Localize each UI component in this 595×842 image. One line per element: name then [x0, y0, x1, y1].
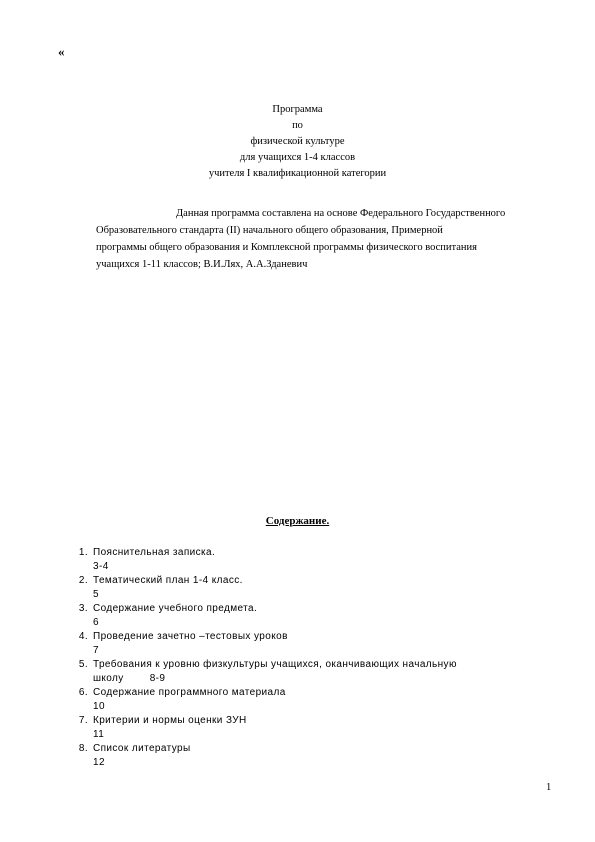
program-title	[0, 102, 595, 182]
toc-item-number: 3.	[78, 603, 88, 614]
toc-item-page: 7	[93, 645, 99, 656]
toc-item	[70, 742, 540, 770]
toc-item-title-part: школу	[93, 673, 124, 684]
toc-item-number: 4.	[78, 631, 88, 642]
quote-mark: «	[58, 44, 65, 59]
toc-item-title: Требования к уровню физкультуры учащихся, оканчивающих начальную	[93, 659, 457, 670]
toc-item	[70, 658, 540, 686]
toc-item-number: 1.	[78, 547, 88, 558]
toc-item-number: 6.	[78, 687, 88, 698]
title-line: для учащихся 1-4 классов	[239, 152, 356, 163]
title-line: по	[292, 120, 303, 131]
toc-item-number: 8.	[78, 743, 88, 754]
toc-item	[70, 686, 540, 714]
title-line: физической культуре	[250, 136, 345, 147]
toc-item-page: 11	[93, 729, 105, 740]
page-number: 1	[546, 782, 552, 793]
toc-item-number: 2.	[78, 575, 88, 586]
toc-item	[70, 602, 540, 630]
toc-item-number: 7.	[78, 715, 88, 726]
toc-item-page: 5	[93, 589, 99, 600]
paragraph-line: Данная программа составлена на основе Федерального Государственного	[176, 208, 506, 219]
toc-item-page: 10	[93, 701, 105, 712]
title-line: учителя I квалификационной категории	[208, 168, 387, 179]
basis-paragraph	[96, 205, 556, 273]
toc-item-page: 3-4	[93, 561, 109, 572]
toc-item	[70, 630, 540, 658]
toc-item-page: 8-9	[149, 673, 166, 684]
paragraph-line: Образовательного стандарта (II) начального общего образования, Примерной	[96, 225, 443, 236]
toc-item-title: Пояснительная записка.	[93, 547, 216, 558]
toc-item-title: Проведение зачетно –тестовых уроков	[93, 631, 288, 642]
toc-item	[70, 714, 540, 742]
toc-item-title: Содержание учебного предмета.	[93, 603, 258, 614]
toc-item-title-continued	[70, 672, 540, 686]
toc-item-page: 12	[93, 757, 105, 768]
toc-item	[70, 546, 540, 574]
toc-item-page: 6	[93, 617, 99, 628]
toc-item-title: Тематический план 1-4 класс.	[93, 575, 243, 586]
toc-item-title: Критерии и нормы оценки ЗУН	[93, 715, 247, 726]
title-line: Программа	[272, 104, 323, 115]
toc-item-title: Список литературы	[93, 743, 191, 754]
contents-heading: Содержание.	[265, 515, 330, 527]
paragraph-line: программы общего образования и Комплексной программы физического воспитания	[96, 242, 477, 253]
table-of-contents	[70, 546, 540, 770]
paragraph-line: учащихся 1-11 классов; В.И.Лях, А.А.Зданевич	[96, 259, 308, 270]
toc-item-number: 5.	[78, 659, 88, 670]
toc-item	[70, 574, 540, 602]
toc-item-title: Содержание программного материала	[93, 687, 286, 698]
